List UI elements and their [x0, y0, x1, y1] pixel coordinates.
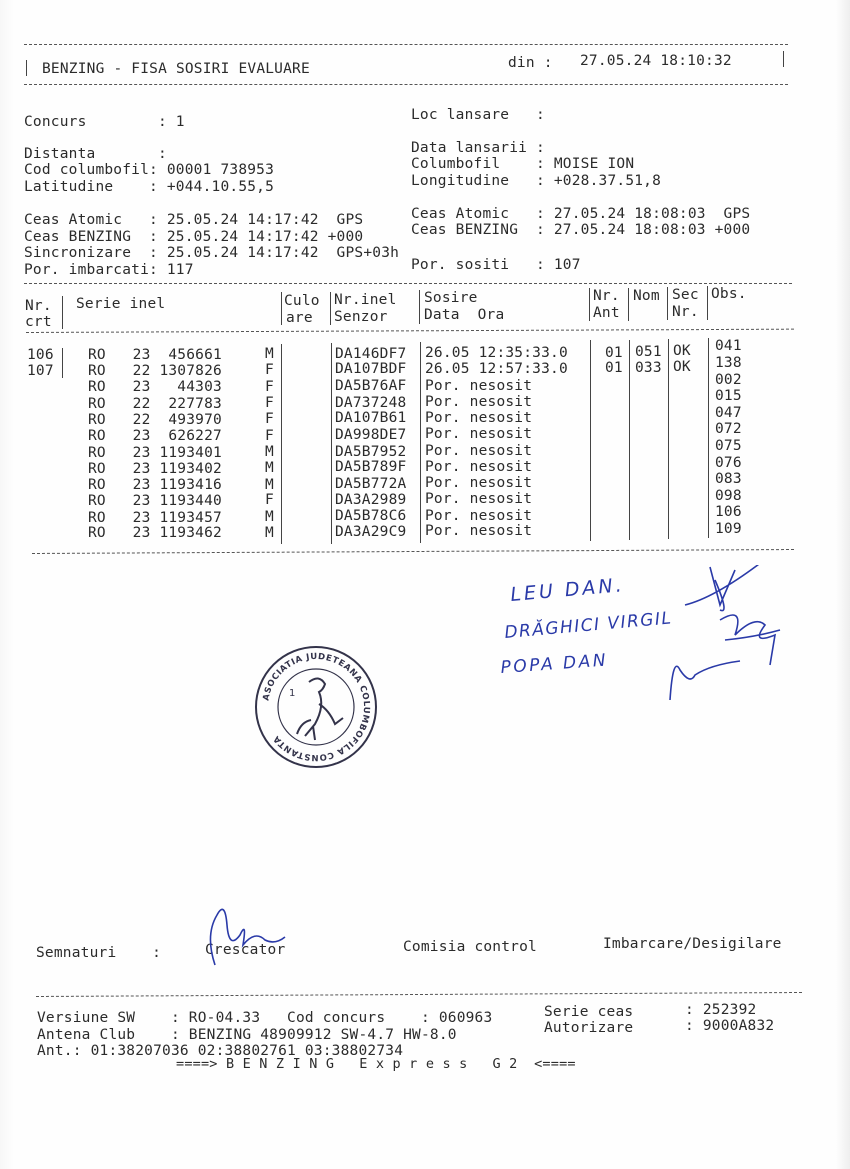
cell-obs: 138: [715, 355, 742, 371]
col-nrant-1: Nr.: [593, 288, 620, 304]
cell-sosire: Por. nesosit: [425, 491, 533, 508]
cell-obs: 002: [715, 372, 742, 388]
semnaturi-label: Semnaturi :: [36, 945, 162, 961]
report-title: BENZING - FISA SOSIRI EVALUARE: [42, 61, 310, 77]
cell-senzor: DA5B789F: [335, 459, 407, 476]
col-divider: [707, 286, 708, 320]
cell-serie: RO 22 493970: [88, 411, 222, 428]
col-sec-1: Sec: [672, 287, 699, 303]
cell-serie: RO 23 44303: [88, 379, 222, 396]
col-nrant-2: Ant: [593, 305, 620, 321]
cell-culoare: M: [265, 524, 274, 541]
header-bottom-rule: [24, 84, 788, 85]
cell-obs: 075: [715, 438, 742, 454]
cell-culoare: F: [265, 362, 274, 379]
cod-columbofil: Cod columbofil: 00001 738953: [24, 162, 275, 178]
cell-senzor: DA5B78C6: [335, 508, 407, 525]
cell-sosire: Por. nesosit: [425, 409, 533, 426]
cell-sec: OK: [673, 343, 691, 360]
cell-ant: 01: [605, 360, 623, 377]
col-divider: [589, 288, 590, 321]
porumbei-sositi: Por. sositi : 107: [411, 257, 581, 273]
crescator-signature: [195, 895, 295, 970]
imbarcare-label: Imbarcare/Desigilare: [603, 936, 782, 952]
ceas-benzing-left: Ceas BENZING : 25.05.24 14:17:42 +000: [24, 229, 364, 245]
col-divider: [708, 338, 709, 538]
cell-obs: 047: [715, 405, 742, 421]
cell-serie: RO 23 1193401: [88, 444, 222, 461]
cell-nom: 051: [635, 344, 662, 360]
antenna-ids: Ant.: 01:38207036 02:38802761 03:38802734: [37, 1043, 404, 1059]
cell-serie: RO 23 1193440: [88, 492, 222, 509]
col-divider: [281, 292, 282, 325]
col-sosire-1: Sosire: [424, 290, 478, 306]
cell-serie: RO 23 626227: [88, 428, 222, 445]
club-stamp: [253, 644, 379, 770]
cell-culoare: F: [265, 427, 274, 444]
crt-number: 106: [27, 347, 54, 363]
signature-scribble: [685, 565, 795, 611]
cell-obs: 015: [715, 388, 742, 404]
table-header-rule: [26, 329, 794, 333]
col-divider: [590, 340, 591, 541]
cell-obs: 076: [715, 455, 742, 471]
serie-ceas-value: : 252392: [685, 1002, 757, 1018]
cell-obs: 106: [715, 504, 742, 520]
autorizare-value: : 9000A832: [685, 1018, 775, 1034]
table-bottom-rule: [32, 549, 794, 554]
cell-culoare: F: [265, 378, 274, 395]
footer-top-rule: [36, 992, 802, 997]
col-obs: Obs.: [711, 286, 747, 302]
cell-senzor: DA3A29C9: [335, 523, 407, 540]
cell-obs: 041: [715, 338, 742, 354]
antena-line: Antena Club : BENZING 48909912 SW-4.7 HW-8.0: [37, 1027, 457, 1043]
col-nr-2: crt: [25, 314, 52, 330]
header-right-bar: [783, 51, 784, 67]
sincronizare: Sincronizare : 25.05.24 14:17:42 GPS+03h: [24, 245, 400, 261]
cell-serie: RO 22 1307826: [88, 362, 222, 379]
cell-culoare: F: [265, 395, 274, 412]
cell-ant: 01: [605, 344, 623, 361]
signature-scribble: [670, 661, 740, 700]
header-top-rule: [24, 44, 788, 45]
cell-sosire: Por. nesosit: [425, 394, 533, 411]
col-divider: [330, 292, 331, 325]
cell-sec: OK: [673, 359, 691, 376]
col-divider: [420, 342, 421, 543]
handwritten-name: DRĂGHICI VIRGIL: [503, 608, 674, 643]
cell-culoare: M: [265, 476, 274, 493]
handwritten-name: LEU DAN.: [509, 574, 626, 606]
col-nom: Nom: [633, 288, 660, 304]
cell-senzor: DA5B772A: [335, 476, 407, 492]
col-divider: [628, 288, 629, 321]
col-divider: [668, 339, 669, 539]
versiune-line: Versiune SW : RO-04.33 Cod concurs : 060963: [37, 1010, 493, 1026]
cell-senzor: DA5B76AF: [335, 378, 407, 395]
col-divider: [629, 340, 630, 540]
serie-ceas-label: Serie ceas: [544, 1004, 634, 1020]
crescator-label: Crescator: [205, 942, 286, 958]
cell-sosire: Por. nesosit: [425, 523, 533, 540]
cell-senzor: DA107BDF: [335, 361, 407, 378]
cell-culoare: M: [265, 508, 274, 525]
pigeon-emblem: [297, 678, 343, 740]
cell-senzor: DA107B61: [335, 410, 407, 427]
stamp-number: 1: [289, 688, 296, 699]
cell-serie: RO 23 1193416: [88, 477, 222, 494]
cell-serie: RO 22 227783: [88, 395, 222, 412]
cell-serie: RO 23 456661: [88, 347, 222, 363]
cell-senzor: DA146DF7: [335, 345, 407, 362]
stamp-text: ASOCIATIA JUDETEANA COLUMBOFILA CONSTANTA: [261, 651, 372, 763]
distanta: Distanta :: [24, 146, 167, 162]
crt-number: 107: [27, 363, 54, 379]
cell-sosire: Por. nesosit: [425, 475, 533, 492]
cell-culoare: F: [265, 492, 274, 509]
col-culoare-2: are: [286, 310, 313, 326]
cell-obs: 072: [715, 421, 742, 437]
col-divider: [281, 344, 282, 544]
cell-senzor: DA737248: [335, 394, 407, 411]
header-left-bar: [26, 60, 27, 76]
col-culoare-1: Culo: [284, 293, 320, 309]
crt-divider: [62, 348, 63, 378]
longitudine: Longitudine : +028.37.51,8: [411, 173, 662, 189]
col-divider: [331, 343, 332, 544]
cell-serie: RO 23 1193462: [88, 525, 222, 542]
cell-obs: 083: [715, 471, 742, 487]
loc-lansare: Loc lansare :: [411, 107, 545, 123]
comisia-label: Comisia control: [403, 939, 537, 955]
table-top-rule: [24, 283, 792, 284]
col-divider: [667, 287, 668, 320]
date-value: 27.05.24 18:10:32: [580, 53, 732, 69]
col-divider: [62, 296, 63, 329]
ceas-benzing-right: Ceas BENZING : 27.05.24 18:08:03 +000: [411, 222, 751, 238]
cell-sosire: 26.05 12:57:33.0: [425, 360, 568, 377]
cell-sosire: Por. nesosit: [425, 507, 533, 524]
cell-culoare: F: [265, 411, 274, 427]
handwritten-names: [495, 565, 825, 705]
cell-serie: RO 23 1193402: [88, 460, 222, 477]
cell-sosire: Por. nesosit: [425, 443, 533, 460]
cell-senzor: DA5B7952: [335, 443, 407, 460]
cell-sosire: Por. nesosit: [425, 458, 533, 475]
cell-culoare: M: [265, 444, 274, 461]
cell-sosire: Por. nesosit: [425, 377, 533, 394]
cell-nom: 033: [635, 359, 662, 376]
col-sec-2: Nr.: [672, 304, 699, 320]
cell-obs: 109: [715, 521, 742, 537]
col-nr-1: Nr.: [25, 298, 52, 314]
col-serie: Serie inel: [76, 296, 166, 312]
cell-senzor: DA3A2989: [335, 491, 407, 508]
cell-senzor: DA998DE7: [335, 427, 407, 444]
porumbei-imbarcati: Por. imbarcati: 117: [24, 262, 194, 278]
col-nrinel-2: Senzor: [334, 309, 388, 325]
cell-obs: 098: [715, 488, 742, 504]
latitudine: Latitudine : +044.10.55,5: [24, 179, 275, 195]
ceas-atomic-left: Ceas Atomic : 25.05.24 14:17:42 GPS: [24, 212, 364, 228]
columbofil: Columbofil : MOISE ION: [411, 156, 635, 172]
data-lansarii: Data lansarii :: [411, 140, 545, 156]
date-label: din :: [508, 55, 553, 71]
concurs: Concurs : 1: [24, 114, 185, 130]
cell-sosire: Por. nesosit: [425, 426, 533, 443]
autorizare-label: Autorizare: [544, 1020, 634, 1036]
cell-sosire: 26.05 12:35:33.0: [425, 345, 568, 362]
signature-scribble: [720, 615, 780, 665]
benzing-express: ====> B E N Z I N G E x p r e s s G 2 <====: [176, 1056, 576, 1072]
cell-culoare: M: [265, 346, 274, 363]
col-divider: [419, 290, 420, 324]
cell-serie: RO 23 1193457: [88, 509, 222, 526]
cell-culoare: M: [265, 459, 274, 476]
col-sosire-2: Data Ora: [424, 307, 505, 323]
handwritten-name: POPA DAN: [499, 650, 609, 678]
ceas-atomic-right: Ceas Atomic : 27.05.24 18:08:03 GPS: [411, 206, 751, 222]
col-nrinel-1: Nr.inel: [334, 292, 397, 308]
